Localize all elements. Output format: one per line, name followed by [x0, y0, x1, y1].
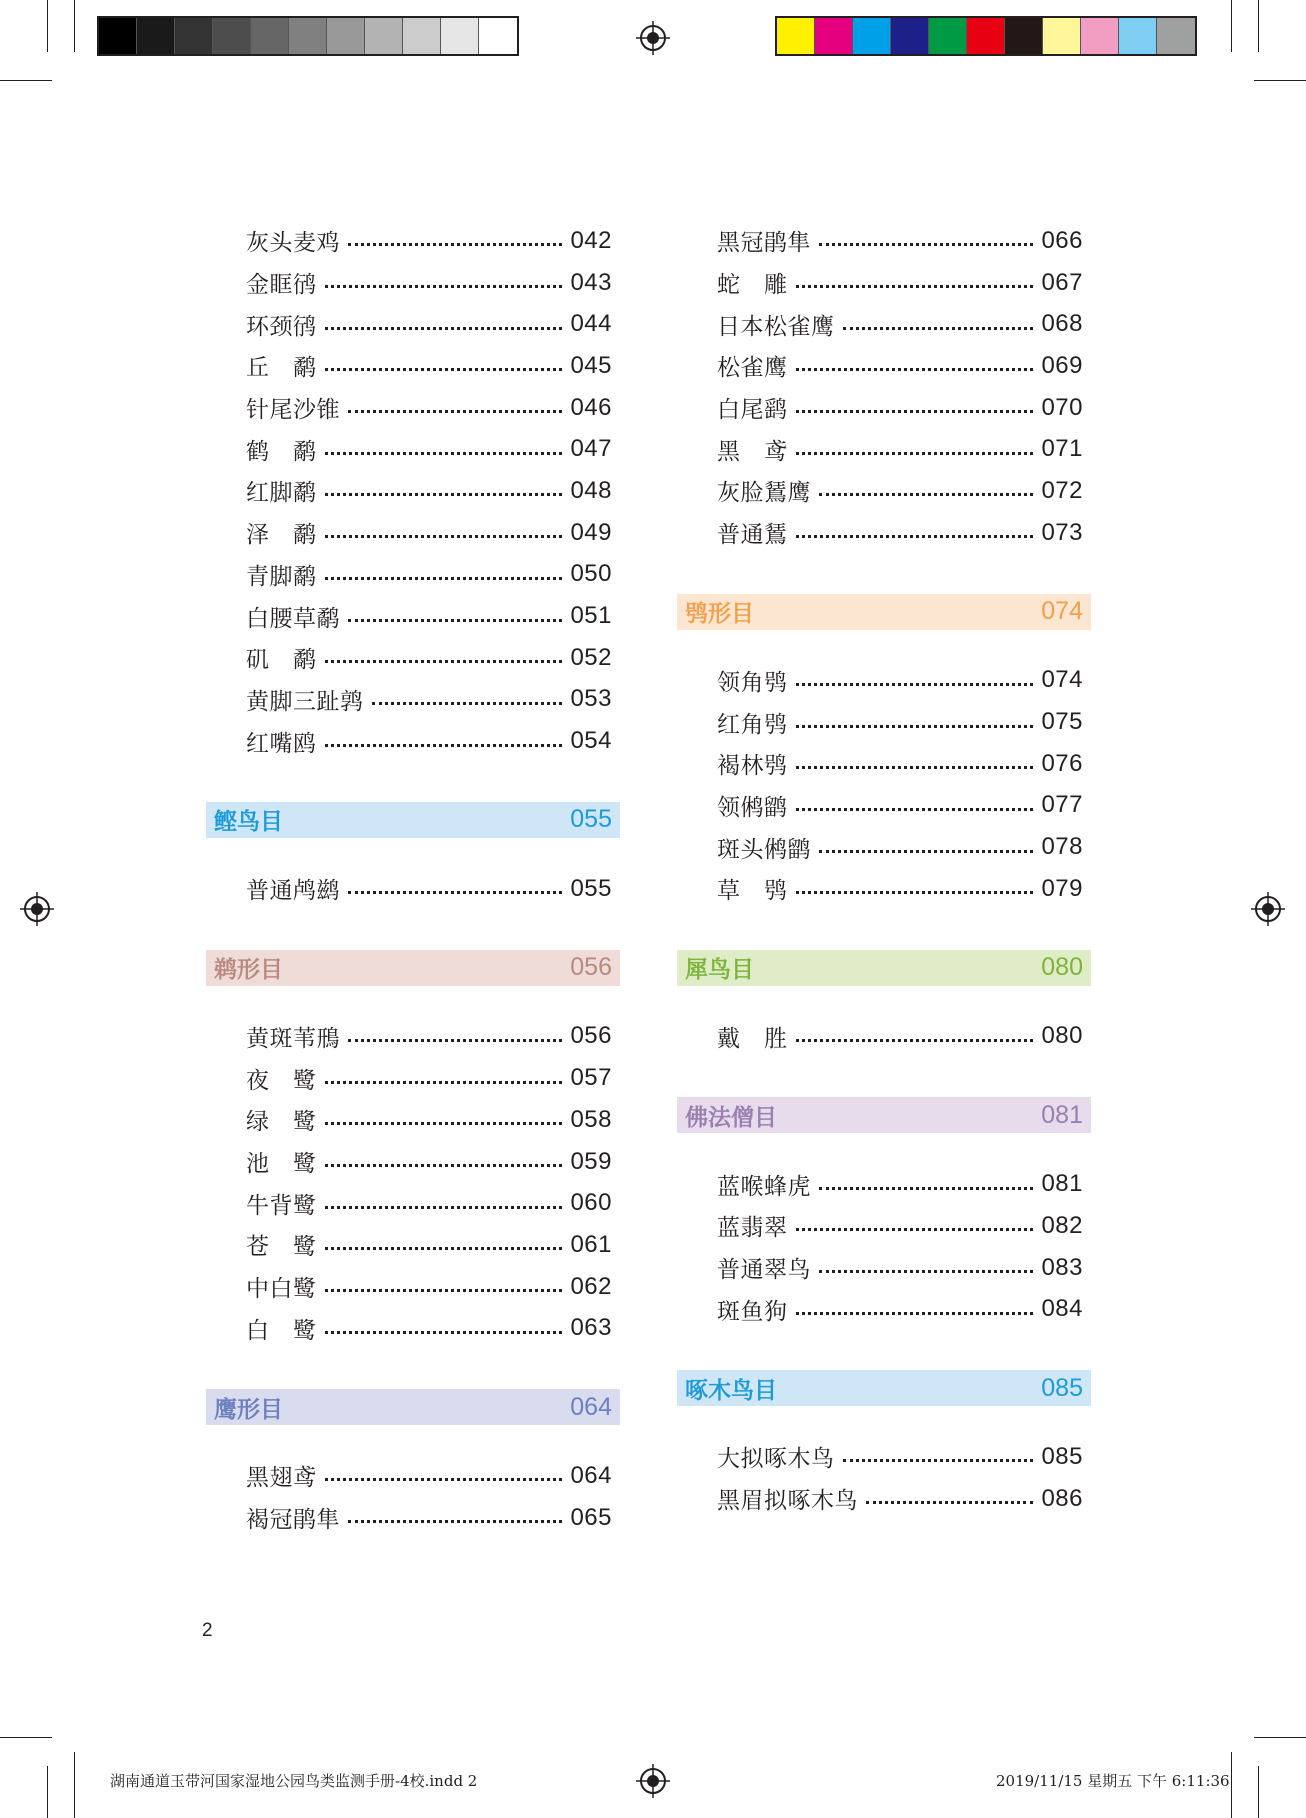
- toc-entry[interactable]: [206, 1307, 620, 1349]
- species-name: 金眶鸻: [246, 272, 317, 299]
- toc-entry[interactable]: [206, 262, 620, 304]
- toc-entry[interactable]: [206, 1224, 620, 1266]
- order-title: 犀鸟目: [685, 957, 754, 984]
- registration-mark-icon: [636, 1764, 670, 1798]
- species-page: 059: [570, 1147, 612, 1175]
- toc-entry[interactable]: [206, 1497, 620, 1539]
- registration-mark-icon: [636, 21, 670, 55]
- order-title: 鹈形目: [214, 957, 283, 984]
- dot-leader: [866, 1501, 1033, 1504]
- species-name: 松雀鹰: [717, 355, 788, 382]
- species-name: 针尾沙锥: [246, 397, 340, 424]
- crop-mark: [74, 1752, 75, 1818]
- species-page: 053: [570, 685, 612, 713]
- dot-leader: [325, 1331, 563, 1334]
- toc-entry[interactable]: [677, 262, 1091, 304]
- section-spacer: [206, 1349, 620, 1369]
- dot-leader: [325, 660, 563, 663]
- toc-entry[interactable]: [677, 220, 1091, 262]
- species-page: 064: [570, 1461, 612, 1489]
- dot-leader: [819, 850, 1033, 853]
- species-page: 085: [1041, 1442, 1083, 1470]
- crop-mark: [1254, 80, 1306, 81]
- species-page: 082: [1041, 1211, 1083, 1239]
- registration-mark-icon: [20, 892, 54, 926]
- species-page: 042: [570, 226, 612, 254]
- order-title: 鸮形目: [685, 601, 754, 627]
- species-page: 060: [570, 1189, 612, 1217]
- species-page: 086: [1041, 1484, 1083, 1512]
- dot-leader: [796, 535, 1034, 538]
- order-title: 佛法僧目: [685, 1104, 777, 1131]
- species-page: 050: [570, 560, 612, 588]
- process-color-bar: [775, 16, 1197, 56]
- dot-leader: [819, 1187, 1033, 1190]
- order-header: [206, 1389, 620, 1425]
- crop-mark: [0, 80, 52, 81]
- color-swatch: [137, 18, 175, 54]
- color-swatch: [815, 18, 853, 54]
- species-page: 056: [570, 1022, 612, 1050]
- species-page: 054: [570, 727, 612, 755]
- toc-entry[interactable]: [677, 1247, 1091, 1289]
- toc-entry[interactable]: [206, 1455, 620, 1497]
- crop-mark: [47, 0, 48, 52]
- species-name: 褐冠鹃隼: [246, 1507, 340, 1534]
- dot-leader: [796, 368, 1034, 371]
- slug-filename: 湖南通道玉带河国家湿地公园鸟类监测手册-4校.indd 2: [110, 1772, 478, 1790]
- order-header: [677, 1370, 1091, 1406]
- toc-entry[interactable]: [206, 428, 620, 470]
- crop-mark: [1258, 1766, 1259, 1818]
- dot-leader: [325, 1478, 563, 1481]
- species-name: 绿 鹭: [246, 1109, 317, 1136]
- crop-mark: [1258, 0, 1259, 52]
- species-name: 蛇 雕: [717, 272, 788, 299]
- color-swatch: [891, 18, 929, 54]
- crop-mark: [1254, 1737, 1306, 1738]
- dot-leader: [348, 1520, 562, 1523]
- species-page: 071: [1041, 435, 1083, 463]
- section-spacer: [206, 762, 620, 782]
- species-name: 黑冠鹃隼: [717, 230, 811, 257]
- species-name: 蓝翡翠: [717, 1215, 788, 1242]
- species-page: 077: [1041, 791, 1083, 819]
- color-swatch: [1005, 18, 1043, 54]
- species-page: 084: [1041, 1295, 1083, 1323]
- toc-entry[interactable]: [677, 1205, 1091, 1247]
- toc-entry[interactable]: [677, 1016, 1091, 1058]
- toc-entry[interactable]: [206, 868, 620, 910]
- crop-mark: [1231, 0, 1232, 52]
- toc-entry[interactable]: [206, 512, 620, 554]
- species-name: 灰脸鵟鹰: [717, 480, 811, 507]
- toc-entry[interactable]: [206, 1057, 620, 1099]
- order-header: [206, 950, 620, 986]
- species-page: 074: [1041, 666, 1083, 694]
- toc-entry[interactable]: [206, 1141, 620, 1183]
- species-name: 黄脚三趾鹑: [246, 688, 364, 715]
- order-title: 鹰形目: [214, 1396, 283, 1423]
- species-page: 072: [1041, 476, 1083, 504]
- dot-leader: [325, 535, 563, 538]
- species-name: 黑 鸢: [717, 438, 788, 465]
- dot-leader: [348, 891, 562, 894]
- color-swatch: [777, 18, 815, 54]
- species-page: 079: [1041, 874, 1083, 902]
- order-page: 055: [570, 805, 612, 834]
- toc-entry[interactable]: [206, 637, 620, 679]
- species-page: 047: [570, 435, 612, 463]
- species-page: 061: [570, 1230, 612, 1258]
- dot-leader: [796, 285, 1034, 288]
- species-name: 蓝喉蜂虎: [717, 1173, 811, 1200]
- toc-entry[interactable]: [677, 868, 1091, 910]
- dot-leader: [796, 410, 1034, 413]
- species-page: 080: [1041, 1022, 1083, 1050]
- section-spacer: [206, 910, 620, 930]
- dot-leader: [325, 493, 563, 496]
- section-spacer: [677, 1057, 1091, 1077]
- species-name: 黑眉拟啄木鸟: [717, 1488, 858, 1515]
- color-swatch: [327, 18, 365, 54]
- species-name: 鹤 鹬: [246, 438, 317, 465]
- dot-leader: [819, 243, 1033, 246]
- dot-leader: [325, 577, 563, 580]
- dot-leader: [325, 452, 563, 455]
- section-spacer: [206, 1539, 620, 1559]
- crop-mark: [74, 0, 75, 52]
- toc-entry[interactable]: [206, 345, 620, 387]
- dot-leader: [325, 368, 563, 371]
- species-page: 043: [570, 268, 612, 296]
- order-title: 鲣鸟目: [214, 809, 283, 836]
- color-swatch: [1043, 18, 1081, 54]
- species-page: 078: [1041, 833, 1083, 861]
- slug-timestamp: 2019/11/15 星期五 下午 6:11:36: [996, 1772, 1230, 1790]
- species-name: 戴 胜: [717, 1025, 788, 1052]
- toc-entry[interactable]: [677, 1436, 1091, 1478]
- section-spacer: [677, 1330, 1091, 1350]
- color-swatch: [1081, 18, 1119, 54]
- color-swatch: [1157, 18, 1195, 54]
- species-page: 049: [570, 518, 612, 546]
- toc-column-right: [677, 220, 1091, 1539]
- order-header: [677, 594, 1091, 630]
- order-header: [677, 950, 1091, 986]
- toc-entry[interactable]: [206, 1016, 620, 1058]
- toc-entry[interactable]: [677, 660, 1091, 702]
- species-name: 泽 鹬: [246, 522, 317, 549]
- order-page: 085: [1041, 1373, 1083, 1402]
- color-swatch: [365, 18, 403, 54]
- species-name: 普通鸬鹚: [246, 878, 340, 905]
- crop-mark: [0, 1737, 52, 1738]
- color-swatch: [99, 18, 137, 54]
- dot-leader: [325, 327, 563, 330]
- toc-entry[interactable]: [677, 785, 1091, 827]
- order-header: [677, 1097, 1091, 1133]
- color-swatch: [1119, 18, 1157, 54]
- species-page: 081: [1041, 1170, 1083, 1198]
- species-page: 052: [570, 643, 612, 671]
- toc-entry[interactable]: [206, 1099, 620, 1141]
- registration-mark-icon: [1251, 892, 1285, 926]
- species-name: 白腰草鹬: [246, 605, 340, 632]
- dot-leader: [325, 1206, 563, 1209]
- toc-entry[interactable]: [206, 595, 620, 637]
- species-page: 083: [1041, 1253, 1083, 1281]
- species-name: 斑鱼狗: [717, 1298, 788, 1325]
- color-swatch: [479, 18, 517, 54]
- species-page: 058: [570, 1105, 612, 1133]
- species-name: 矶 鹬: [246, 647, 317, 674]
- toc-entry[interactable]: [677, 1288, 1091, 1330]
- color-swatch: [213, 18, 251, 54]
- dot-leader: [796, 452, 1034, 455]
- species-page: 067: [1041, 268, 1083, 296]
- dot-leader: [325, 1122, 563, 1125]
- color-swatch: [853, 18, 891, 54]
- species-name: 普通鵟: [717, 522, 788, 549]
- color-swatch: [967, 18, 1005, 54]
- dot-leader: [325, 1081, 563, 1084]
- toc-entry[interactable]: [206, 679, 620, 721]
- species-name: 牛背鹭: [246, 1192, 317, 1219]
- page-number: 2: [202, 1620, 213, 1641]
- dot-leader: [325, 744, 563, 747]
- dot-leader: [325, 1247, 563, 1250]
- dot-leader: [325, 1164, 563, 1167]
- crop-mark: [1231, 1752, 1232, 1818]
- species-page: 044: [570, 310, 612, 338]
- color-swatch: [289, 18, 327, 54]
- section-spacer: [677, 554, 1091, 574]
- color-swatch: [929, 18, 967, 54]
- species-page: 075: [1041, 708, 1083, 736]
- species-name: 日本松雀鹰: [717, 313, 835, 340]
- species-name: 领鸺鹠: [717, 794, 788, 821]
- species-name: 红角鸮: [717, 711, 788, 738]
- toc-entry[interactable]: [206, 1266, 620, 1308]
- species-page: 065: [570, 1503, 612, 1531]
- species-name: 斑头鸺鹠: [717, 836, 811, 863]
- toc-entry[interactable]: [677, 303, 1091, 345]
- species-page: 068: [1041, 310, 1083, 338]
- toc-entry[interactable]: [677, 470, 1091, 512]
- species-page: 045: [570, 351, 612, 379]
- species-name: 池 鹭: [246, 1151, 317, 1178]
- species-name: 黑翅鸢: [246, 1465, 317, 1492]
- species-name: 草 鸮: [717, 878, 788, 905]
- species-page: 066: [1041, 226, 1083, 254]
- color-swatch: [403, 18, 441, 54]
- dot-leader: [796, 808, 1034, 811]
- toc-entry[interactable]: [206, 387, 620, 429]
- dot-leader: [796, 725, 1034, 728]
- species-name: 红嘴鸥: [246, 730, 317, 757]
- color-swatch: [441, 18, 479, 54]
- order-page: 056: [570, 953, 612, 982]
- species-name: 灰头麦鸡: [246, 230, 340, 257]
- species-name: 领角鸮: [717, 669, 788, 696]
- dot-leader: [325, 285, 563, 288]
- species-page: 063: [570, 1314, 612, 1342]
- species-name: 夜 鹭: [246, 1067, 317, 1094]
- order-header: [206, 802, 620, 838]
- toc-entry[interactable]: [206, 1182, 620, 1224]
- species-name: 环颈鸻: [246, 313, 317, 340]
- toc-entry[interactable]: [677, 387, 1091, 429]
- dot-leader: [796, 1039, 1034, 1042]
- section-spacer: [677, 1519, 1091, 1539]
- toc-entry[interactable]: [677, 345, 1091, 387]
- section-spacer: [677, 910, 1091, 930]
- species-name: 红脚鹬: [246, 480, 317, 507]
- species-name: 青脚鹬: [246, 563, 317, 590]
- dot-leader: [796, 766, 1034, 769]
- grayscale-color-bar: [97, 16, 519, 56]
- dot-leader: [325, 1289, 563, 1292]
- species-page: 057: [570, 1064, 612, 1092]
- species-page: 055: [570, 874, 612, 902]
- species-name: 普通翠鸟: [717, 1257, 811, 1284]
- order-page: 080: [1041, 953, 1083, 982]
- toc-entry[interactable]: [206, 720, 620, 762]
- color-swatch: [251, 18, 289, 54]
- dot-leader: [348, 243, 562, 246]
- toc-entry[interactable]: [206, 220, 620, 262]
- species-name: 丘 鹬: [246, 355, 317, 382]
- toc-column-left: [206, 220, 620, 1559]
- order-page: 064: [570, 1392, 612, 1421]
- toc-entry[interactable]: [206, 303, 620, 345]
- species-name: 褐林鸮: [717, 753, 788, 780]
- toc-entry[interactable]: [206, 470, 620, 512]
- species-name: 苍 鹭: [246, 1234, 317, 1261]
- dot-leader: [843, 1459, 1034, 1462]
- dot-leader: [348, 410, 562, 413]
- dot-leader: [843, 327, 1034, 330]
- species-page: 069: [1041, 351, 1083, 379]
- species-name: 中白鹭: [246, 1276, 317, 1303]
- species-page: 073: [1041, 518, 1083, 546]
- dot-leader: [348, 1039, 562, 1042]
- dot-leader: [796, 1312, 1034, 1315]
- species-name: 黄斑苇鳽: [246, 1025, 340, 1052]
- dot-leader: [819, 493, 1033, 496]
- toc-entry[interactable]: [677, 428, 1091, 470]
- toc-entry[interactable]: [677, 1163, 1091, 1205]
- species-page: 051: [570, 602, 612, 630]
- dot-leader: [372, 702, 563, 705]
- species-page: 048: [570, 476, 612, 504]
- toc-entry[interactable]: [677, 512, 1091, 554]
- order-page: 081: [1041, 1100, 1083, 1129]
- dot-leader: [796, 683, 1034, 686]
- dot-leader: [819, 1270, 1033, 1273]
- toc-entry[interactable]: [206, 554, 620, 596]
- species-name: 白 鹭: [246, 1317, 317, 1344]
- toc-entry[interactable]: [677, 743, 1091, 785]
- dot-leader: [796, 891, 1034, 894]
- dot-leader: [796, 1228, 1034, 1231]
- order-title: 啄木鸟目: [685, 1377, 777, 1404]
- color-swatch: [175, 18, 213, 54]
- species-page: 076: [1041, 749, 1083, 777]
- species-page: 046: [570, 393, 612, 421]
- crop-mark: [47, 1766, 48, 1818]
- order-page: 074: [1041, 597, 1083, 625]
- toc-entry[interactable]: [677, 701, 1091, 743]
- species-page: 062: [570, 1272, 612, 1300]
- dot-leader: [348, 619, 562, 622]
- toc-entry[interactable]: [677, 826, 1091, 868]
- species-name: 大拟啄木鸟: [717, 1446, 835, 1473]
- toc-entry[interactable]: [677, 1478, 1091, 1520]
- species-page: 070: [1041, 393, 1083, 421]
- species-name: 白尾鹞: [717, 397, 788, 424]
